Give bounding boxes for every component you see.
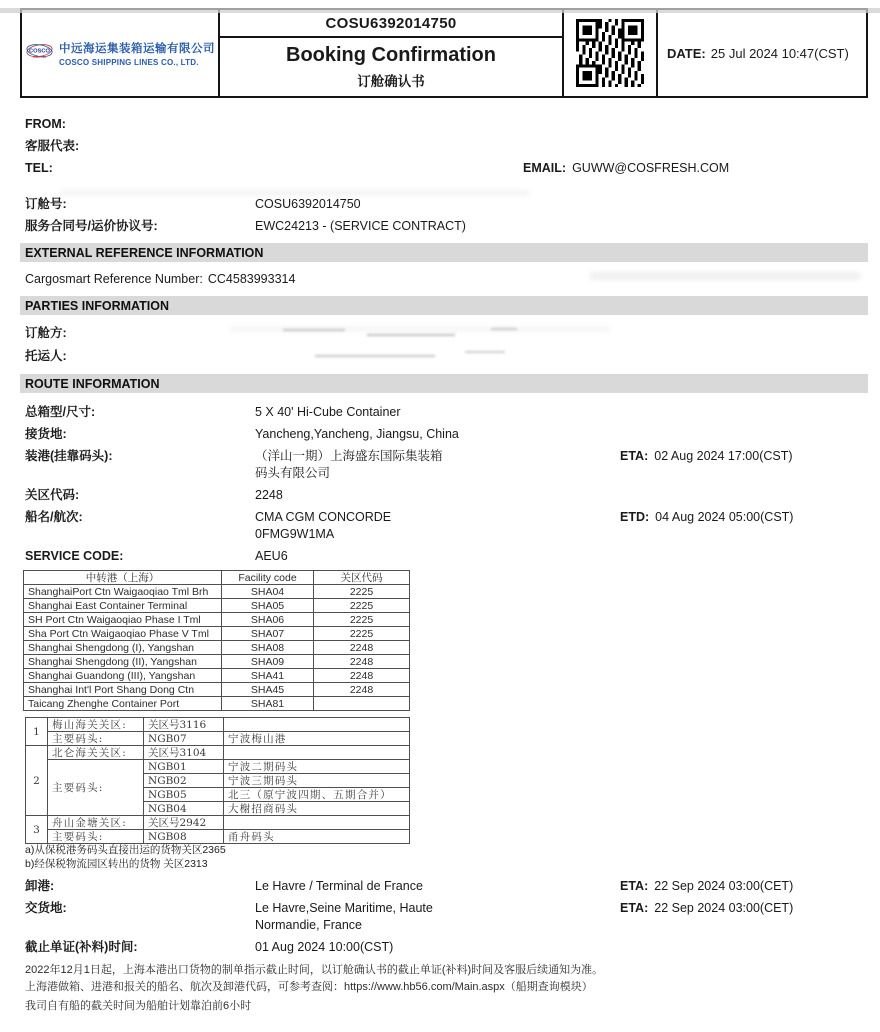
ningbo-customs-table [25,717,410,844]
email-label: EMAIL: [523,161,567,175]
table-row: Taicang Zhenghe Container Port SHA81 [24,697,410,711]
table-row: Shanghai Int'l Port Shang Dong Ctn SHA45 2248 [24,683,410,697]
field-customs-code [25,487,868,504]
header-title-cell [220,10,564,96]
rep-label: 客服代表: [25,139,80,153]
table-row: Shanghai Shengdong (II), Yangshan SHA09 2248 [24,655,410,669]
cargosmart-label: Cargosmart Reference Number: [25,272,203,286]
svg-text:COSCO: COSCO [29,48,50,55]
table-header-row: 中转港（上海） Facility code 关区代码 [24,571,410,585]
field-shipper [25,348,868,366]
note-line: 我司自有船的截关时间为船舶计划靠泊前6小时 [25,1000,252,1012]
email-value: GUWW@COSFRESH.COM [572,161,730,175]
table-row: Shanghai Guandong (III), Yangshan SHA41 2248 [24,669,410,683]
field-booking-party [25,325,868,343]
field-delivery-place [25,900,868,934]
tel-label: TEL: [25,161,53,175]
field-vessel-voyage [25,509,868,543]
date-value: 25 Jul 2024 10:47(CST) [710,45,849,61]
receipt-label: 接货地: [25,427,67,441]
note-line: 2022年12月1日起，上海本港出口货物的制单指示截止时间，以订舱确认书的截止单证(补料)时间及客服后续通知为准。 [25,964,604,976]
table-row: NGB02 宁波三期码头 [26,774,410,788]
shanghai-transshipment-table [23,570,410,711]
section-route: ROUTE INFORMATION [20,374,868,393]
table-row: 主要码头: NGB08 甬舟码头 [26,830,410,844]
booking-no-value: COSU6392014750 [255,197,361,211]
field-receipt-place [25,426,868,443]
table-row: Shanghai Shengdong (I), Yangshan SHA08 2248 [24,641,410,655]
table-row: Shanghai East Container Terminal SHA05 2225 [24,599,410,613]
container-value: 5 X 40' Hi-Cube Container [255,405,401,419]
date-label: DATE: [667,45,706,61]
shipper-label: 托运人: [25,349,67,363]
table-row: 1 梅山海关关区: 关区号3116 [26,718,410,732]
delivery-eta-value: 22 Sep 2024 03:00(CET) [654,901,794,915]
contract-value: EWC24213 - (SERVICE CONTRACT) [255,219,466,233]
contract-label: 服务合同号/运价协议号: [25,219,158,233]
table-row: ShanghaiPort Ctn Waigaoqiao Tml Brh SHA04 2225 [24,585,410,599]
table-row: NGB04 大榭招商码头 [26,802,410,816]
company-name-en: COSCO SHIPPING LINES CO., LTD. [59,57,199,67]
field-load-port [25,448,868,482]
table-row: 主要码头: NGB01 宁波二期码头 [26,760,410,774]
field-service-code [25,548,868,565]
booking-party-label: 订舱方: [25,326,67,340]
discharge-eta-value: 22 Sep 2024 03:00(CET) [654,879,794,893]
section-external-reference: EXTERNAL REFERENCE INFORMATION [20,243,868,262]
footnote-b: b)经保税物流园区转出的货物 关区2313 [25,858,208,870]
cutoff-notes [25,962,868,1014]
doc-title [220,38,562,96]
cosco-logo [22,10,220,96]
redacted-value [255,348,565,361]
etd-label: ETD: [620,510,650,524]
qr-code-cell [564,10,658,96]
cutoff-label: 截止单证(补料)时间: [25,940,138,954]
discharge-label: 卸港: [25,879,55,893]
field-from [25,116,868,133]
vessel-value: CMA CGM CONCORDE 0FMG9W1MA [255,510,392,541]
field-discharge-port [25,878,868,895]
field-tel-email [25,160,868,177]
doc-title-en: Booking Confirmation [286,44,496,66]
qr-code-icon [576,19,644,87]
field-contract [25,218,868,235]
vessel-label: 船名/航次: [25,510,83,524]
field-doc-cutoff [25,939,868,956]
booking-number: COSU6392014750 [220,10,562,38]
customs-value: 2248 [255,488,283,502]
cutoff-value: 01 Aug 2024 10:00(CST) [255,940,394,954]
from-label: FROM: [25,117,66,131]
scan-artifact-top [0,8,880,13]
table-row: 3 舟山金塘关区: 关区号2942 [26,816,410,830]
container-label: 总箱型/尺寸: [25,405,96,419]
etd-value: 04 Aug 2024 05:00(CST) [655,510,794,524]
header-table [20,8,868,98]
doc-title-cn: 订舱确认书 [357,74,425,89]
company-name-cn: 中远海运集装箱运输有限公司 [59,42,215,55]
cosco-logo-icon [25,36,54,70]
load-port-label: 装港(挂靠码头): [25,449,113,463]
field-rep [25,138,868,155]
load-port-value: （洋山一期）上海盛东国际集装箱 码头有限公司 [255,449,443,480]
customs-label: 关区代码: [25,488,80,502]
note-line: 上海港做箱、进港和报关的船名、航次及卸港代码，可参考查阅：https://www.hb56.com/Main.aspx（船期查询模块） [25,981,593,993]
company-name [59,40,215,67]
eta-label: ETA: [620,449,649,463]
field-container [25,404,868,421]
footnote-a: a)从保税港务码头直接出运的货物关区2365 [25,844,226,856]
delivery-eta-label: ETA: [620,901,649,915]
discharge-value: Le Havre / Terminal de France [255,879,423,893]
table-row: 主要码头: NGB07 宁波梅山港 [26,732,410,746]
receipt-value: Yancheng,Yancheng, Jiangsu, China [255,427,459,441]
table-row: NGB05 北三（原宁波四期、五期合并） [26,788,410,802]
service-code-value: AEU6 [255,549,288,563]
booking-no-label: 订舱号: [25,197,67,211]
section-parties: PARTIES INFORMATION [20,296,868,315]
delivery-label: 交货地: [25,901,67,915]
cargosmart-value: CC4583993314 [207,272,296,286]
field-booking-no [25,196,868,213]
service-code-label: SERVICE CODE: [25,549,124,563]
svg-text:SHIPPING: SHIPPING [32,54,47,59]
table-row: 2 北仑海关关区: 关区号3104 [26,746,410,760]
delivery-value: Le Havre,Seine Maritime, Haute Normandie, France [255,901,433,932]
redacted-value [255,325,565,338]
date-cell [658,10,866,96]
table-row: SH Port Ctn Waigaoqiao Phase I Tml SHA06 2225 [24,613,410,627]
field-cargosmart [25,271,868,288]
discharge-eta-label: ETA: [620,879,649,893]
eta-value: 02 Aug 2024 17:00(CST) [654,449,793,463]
table-row: Sha Port Ctn Waigaoqiao Phase V Tml SHA07 2225 [24,627,410,641]
